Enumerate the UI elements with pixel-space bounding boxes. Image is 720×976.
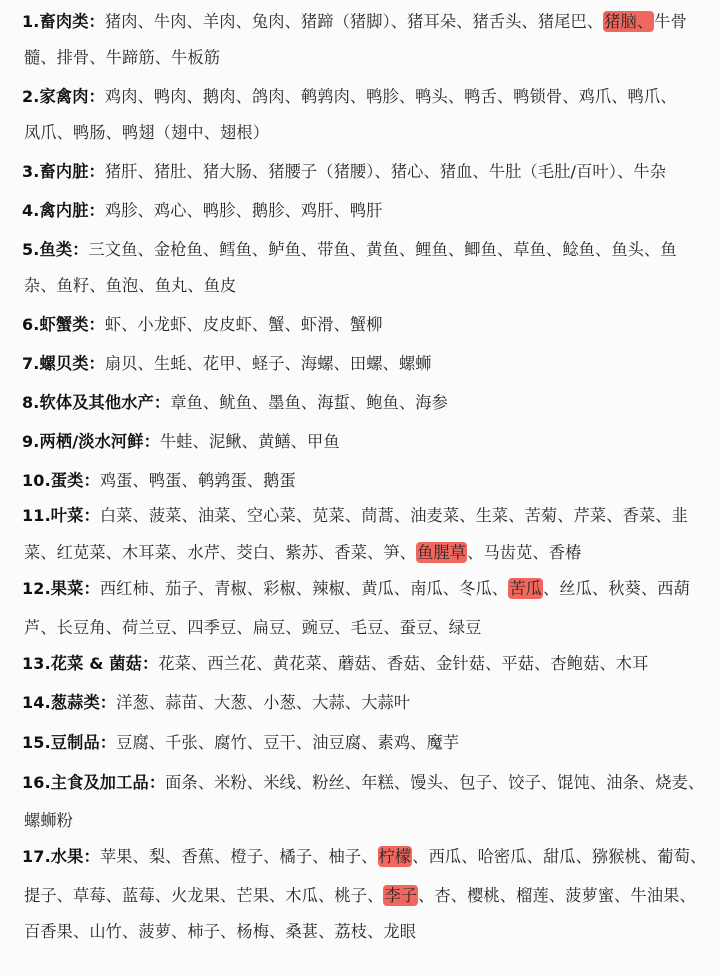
section-line: [22, 79, 712, 115]
food-items-text: 牛蛙、泥鳅、黄鳝、甲鱼: [159, 432, 340, 451]
food-items-text: 白菜、菠菜、油菜、空心菜、苋菜、茼蒿、油麦菜、生菜、苦菊、芹菜、香菜、韭: [99, 506, 688, 525]
section-line: [22, 346, 712, 382]
food-items-text: 扇贝、生蚝、花甲、蛏子、海螺、田螺、螺蛳: [104, 354, 432, 373]
section-number: 7.: [22, 354, 40, 373]
section-line: [22, 571, 712, 607]
section-line: [22, 646, 712, 682]
section-line: [22, 154, 712, 190]
section-number: 14.: [22, 693, 51, 712]
food-items-text: 豆腐、千张、腐竹、豆干、油豆腐、素鸡、魔芋: [116, 733, 460, 752]
section-number: 1.: [22, 12, 40, 31]
section-category-label: 花菜 & 菌菇：: [50, 654, 159, 673]
food-items-text: 、杏、樱桃、榴莲、菠萝蜜、牛油果、: [418, 886, 696, 905]
food-items-text: 菜、红苋菜、木耳菜、水芹、茭白、紫苏、香菜、笋、: [24, 543, 417, 562]
food-items-text: 、马齿苋、香椿: [467, 543, 582, 562]
section-number: 4.: [22, 201, 40, 220]
section-continuation-line: [24, 914, 714, 950]
section-category-label: 两栖/淡水河鲜：: [39, 432, 160, 451]
food-items-text: 百香果、山竹、菠萝、柿子、杨梅、桑葚、荔枝、龙眼: [24, 922, 417, 941]
food-items-text: 鸡蛋、鸭蛋、鹌鹑蛋、鹅蛋: [99, 471, 296, 490]
section-line: [22, 385, 712, 421]
section-line: [22, 765, 712, 801]
section-line: [22, 839, 712, 875]
section-number: 12.: [22, 579, 51, 598]
food-items-text: 猪肉、牛肉、羊肉、兔肉、猪蹄（猪脚）、猪耳朵、猪舌头、猪尾巴、: [104, 12, 604, 31]
section-number: 9.: [22, 432, 40, 451]
section-line: [22, 193, 712, 229]
section-category-label: 禽内脏：: [39, 201, 105, 220]
food-items-text: 三文鱼、金枪鱼、鳕鱼、鲈鱼、带鱼、黄鱼、鲤鱼、鲫鱼、草鱼、鲶鱼、鱼头、鱼: [88, 240, 677, 259]
section-line: [22, 498, 712, 534]
food-items-text: 髓、排骨、牛蹄筋、牛板筋: [24, 48, 221, 67]
section-category-label: 豆制品：: [50, 733, 117, 752]
section-continuation-line: [24, 40, 714, 76]
section-category-label: 葱蒜类：: [50, 693, 117, 712]
section-category-label: 虾蟹类：: [39, 315, 105, 334]
food-items-text: 杂、鱼籽、鱼泡、鱼丸、鱼皮: [24, 276, 237, 295]
food-items-text: 花菜、西兰花、黄花菜、蘑菇、香菇、金针菇、平菇、杏鲍菇、木耳: [158, 654, 649, 673]
section-category-label: 软体及其他水产：: [39, 393, 171, 412]
food-items-text: 、西瓜、哈密瓜、甜瓜、猕猴桃、葡萄、: [412, 847, 707, 866]
section-number: 17.: [22, 847, 51, 866]
food-items-text: 提子、草莓、蓝莓、火龙果、芒果、木瓜、桃子、: [24, 886, 384, 905]
section-line: [22, 307, 712, 343]
food-items-text: 苹果、梨、香蕉、橙子、橘子、柚子、: [99, 847, 378, 866]
section-category-label: 主食及加工品：: [50, 773, 166, 792]
highlighted-food-item: 苦瓜: [509, 579, 542, 598]
food-items-text: 、丝瓜、秋葵、西葫: [542, 579, 690, 598]
section-line: [22, 463, 712, 499]
section-number: 5.: [22, 240, 40, 259]
section-category-label: 畜内脏：: [39, 162, 105, 181]
section-line: [22, 424, 712, 460]
food-items-text: 面条、米粉、米线、粉丝、年糕、馒头、包子、饺子、馄饨、油条、烧麦、: [165, 773, 705, 792]
section-continuation-line: [24, 268, 714, 304]
food-items-text: 章鱼、鱿鱼、墨鱼、海蜇、鲍鱼、海参: [170, 393, 448, 412]
section-line: [22, 232, 712, 268]
food-items-text: 虾、小龙虾、皮皮虾、蟹、虾滑、蟹柳: [104, 315, 383, 334]
section-number: 3.: [22, 162, 40, 181]
section-category-label: 鱼类：: [39, 240, 89, 259]
food-items-text: 芦、长豆角、荷兰豆、四季豆、扁豆、豌豆、毛豆、蚕豆、绿豆: [24, 618, 482, 637]
section-number: 10.: [22, 471, 51, 490]
food-items-text: 猪肝、猪肚、猪大肠、猪腰子（猪腰）、猪心、猪血、牛肚（毛肚/百叶）、牛杂: [104, 162, 667, 181]
section-number: 6.: [22, 315, 40, 334]
food-items-text: 洋葱、蒜苗、大葱、小葱、大蒜、大蒜叶: [116, 693, 411, 712]
section-category-label: 蛋类：: [50, 471, 100, 490]
highlighted-food-item: 李子: [384, 886, 418, 905]
section-number: 16.: [22, 773, 51, 792]
food-items-text: 鸡胗、鸡心、鸭胗、鹅胗、鸡肝、鸭肝: [104, 201, 383, 220]
section-category-label: 叶菜：: [50, 506, 100, 525]
food-items-text: 西红柿、茄子、青椒、彩椒、辣椒、黄瓜、南瓜、冬瓜、: [99, 579, 509, 598]
section-continuation-line: [24, 535, 714, 571]
food-items-text: 鸡肉、鸭肉、鹅肉、鸽肉、鹌鹑肉、鸭胗、鸭头、鸭舌、鸭锁骨、鸡爪、鸭爪、: [104, 87, 677, 106]
section-line: [22, 4, 712, 40]
section-line: [22, 685, 712, 721]
section-number: 13.: [22, 654, 51, 673]
food-items-text: 牛骨: [654, 12, 687, 31]
section-category-label: 果菜：: [50, 579, 100, 598]
highlighted-food-item: 鱼腥草: [417, 543, 467, 562]
section-continuation-line: [24, 610, 714, 646]
highlighted-food-item: 猪脑、: [604, 12, 654, 31]
section-number: 8.: [22, 393, 40, 412]
section-line: [22, 725, 712, 761]
section-number: 2.: [22, 87, 40, 106]
section-continuation-line: [24, 878, 714, 914]
section-number: 11.: [22, 506, 51, 525]
section-number: 15.: [22, 733, 51, 752]
food-items-text: 凤爪、鸭肠、鸭翅（翅中、翅根）: [24, 123, 270, 142]
section-continuation-line: [24, 803, 714, 839]
section-category-label: 螺贝类：: [39, 354, 105, 373]
food-items-text: 螺蛳粉: [24, 811, 74, 830]
section-continuation-line: [24, 115, 714, 151]
section-category-label: 家禽肉：: [39, 87, 105, 106]
highlighted-food-item: 柠檬: [378, 847, 412, 866]
section-category-label: 水果：: [50, 847, 100, 866]
section-category-label: 畜肉类：: [39, 12, 105, 31]
